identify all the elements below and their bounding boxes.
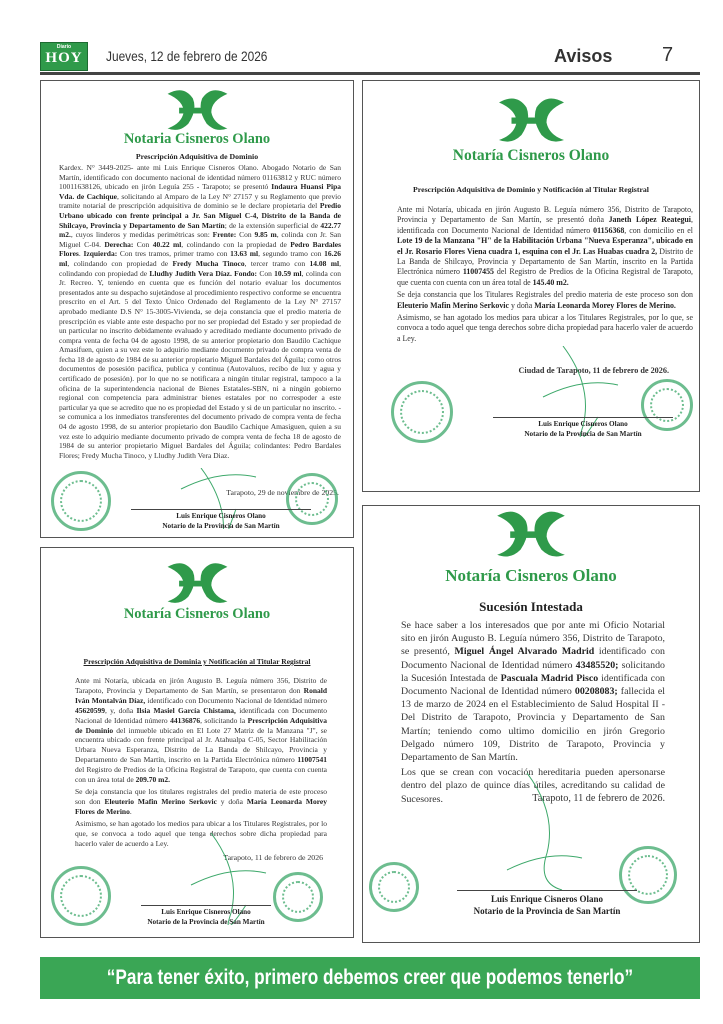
diario-hoy-logo (40, 42, 88, 71)
text: , segundo tramo con (258, 249, 325, 259)
notary-seal-icon (369, 862, 419, 912)
header-rule (40, 72, 700, 75)
bold-text: Ilsia Masiel García Chistama, (136, 705, 236, 715)
signer-name: Luis Enrique Cisneros Olano (538, 420, 628, 428)
bold-text: Pascuala Madrid Pisco (500, 672, 599, 684)
logo-small-text: Diario (56, 44, 72, 50)
notary-signature-block (131, 509, 311, 531)
bold-text: 13.63 ml (230, 249, 259, 259)
notice-body (401, 619, 665, 808)
text: solicitando la Sucesión Intestada de (401, 659, 665, 684)
logo-big-text: HOY (45, 50, 83, 66)
text: , colinda con Jr. San Miguel C-04. (59, 230, 341, 249)
notice-box (40, 80, 354, 538)
notary-brand-name: Notaría Cisneros Olano (452, 147, 610, 164)
notary-logo-icon (163, 87, 232, 133)
bold-text: 422.77 m2. (59, 220, 341, 240)
notary-seal-icon (273, 872, 323, 922)
bold-text: 44136876 (170, 715, 201, 725)
notary-logo-icon (492, 508, 570, 560)
text: Se hace saber a los interesados que por ante mi Oficio Notarial sito en jirón Augusto B. Leguía número 356, Distrito de Tarapoto, se presentó, (401, 620, 665, 658)
text: Se deja constancia que los Titulares Registrales del predio materia de este proceso son don (397, 290, 693, 300)
bold-text: María Leonarda Morey Flores de Merino. (534, 300, 676, 310)
bold-text: Indaura Huansi Pipa Vda. de Cachique (59, 182, 341, 201)
notice-paragraph (397, 290, 693, 311)
text: , cuyos linderos y medidas perimétricas son: (70, 230, 213, 240)
notice-body (397, 205, 693, 346)
text: , solicitando al Amparo de la Ley N° 27157 y su Reglamento que previo tramite notarial de prescripción adquisitiva de dominio se le declare propietaria del (59, 191, 342, 211)
text: Con tres tramos, primer tramo con (117, 249, 231, 259)
text: , colindando con la propiedad de (181, 239, 291, 249)
notary-seal-icon (391, 381, 453, 443)
bold-text: Eleuterio Mafin Merino Serkovic (104, 796, 217, 806)
bold-text: 14.08 ml (309, 258, 340, 268)
bold-text: Lludhy Judith Vera Díaz. Fondo: (149, 268, 258, 278)
text: fallecida el 13 de marzo de 2024 en el Establecimiento de Salud Hospital II - Del Distrito de Tarapoto, Provincia y Departamento de San Martín; teniendo como ultimo domicilio en jirón Gregorio Delgado número 109, Distrito de Tarapoto, Provincia y Departamento de San Martín. (401, 686, 665, 764)
text: ; de la extensión superficial de (224, 220, 321, 230)
notice-paragraph (75, 787, 327, 817)
signer-title: Notario de la Provincia de San Martín (162, 521, 280, 530)
text: Con (236, 230, 255, 240)
text: Ante mi Notaría, ubicada en jirón Augusto B. Leguía número 356, Distrito de Tarapoto, Provincia y Departamento de San Martín, se presentaron don (75, 676, 327, 695)
signer-name: Luis Enrique Cisneros Olano (490, 894, 604, 904)
footer-quote: “Para tener éxito, primero debemos creer que podemos tenerlo” (106, 966, 634, 989)
text: Con (257, 268, 275, 278)
notice-paragraph (75, 676, 327, 785)
page-number: 7 (662, 44, 674, 66)
text: Ante mi Notaría, ubicada en jirón Augusto B. Leguía número 356, Distrito de Tarapoto, Provincia y Departamento de San Martín, se presentó doña (397, 205, 693, 225)
bold-text: 45620599 (75, 705, 105, 715)
bold-text: 00208083; (574, 686, 618, 698)
notary-signature-block (493, 417, 673, 439)
notice-date: Tarapoto, 29 de noviembre de 2025. (226, 488, 339, 497)
bold-text: Eleuterio Mafin Merino Serkovic (397, 300, 509, 310)
notice-paragraph (59, 163, 341, 460)
text: Asimismo, se han agotado los medios para ubicar a los Titulares Registrales, por lo que, se convoca a todo aquel que tenga derechos sobre dicha propiedad para hacerlo valer de acuerdo a Ley. (75, 818, 327, 848)
text: Con (133, 239, 153, 249)
notary-brand-name: Notaría Cisneros Olano (123, 606, 271, 622)
notice-paragraph (397, 205, 693, 288)
text: identificado con Documento Nacional de Identidad número (145, 695, 328, 705)
notice-title: Prescripción Adquisitiva de Dominio (135, 152, 259, 161)
text: y doña (216, 796, 247, 806)
bold-text: 209.70 m2. (135, 775, 170, 785)
notary-brand-name: Notaria Cisneros Olano (123, 131, 271, 147)
signer-name: Luis Enrique Cisneros Olano (176, 512, 266, 520)
signer-title: Notario de la Provincia de San Martín (473, 906, 621, 917)
text: Se deja constancia que los titulares registrales del predio materia de este proceso son don (75, 786, 327, 806)
text: , y, doña (105, 705, 137, 715)
text: Kardex. N° 3449-2025- ante mi Luis Enrique Cisneros Olano. Abogado Notario de San Martín, identificado con documento nacional de identidad número 01163812 y RUC número 10011638126, ubicado en jirón Leguía 255 - Tarapoto; se presentó (59, 163, 341, 192)
bold-text: Miguel Ángel Alvarado Madrid (454, 646, 595, 658)
text: Los que se crean con vocación hereditaria pueden apersonarse dentro del plazo de quince días útiles, acreditando su calidad de Sucesores. (401, 767, 665, 805)
bold-text: Predio Urbano ubicado con frente principal a Jr. San Miguel C-4, Distrito de la Banda de Shilcayo, Provincia y Departamento de San Martín (59, 201, 341, 230)
bold-text: 11007455 (462, 267, 494, 277)
text: del inmueble ubicado en El Lote 27 Matriz de la Manzana "J", se encuentra ubicado con frente principal al Jr. Atahualpa C-05, Sector Habilitación Urbara Nueva Esperanza, Distrito de La Banda de Shilcayo, Provincia y Departamento de San Martín, inscrito en la Partida Electrónica número (75, 725, 327, 765)
bold-text: Janeth López Reategui (608, 215, 691, 225)
bold-text: María Leonarda Morey Flores de Merino (75, 796, 327, 816)
text: , colinda con Jr. Recreo. Y, teniendo en cuenta que es función del notario evaluar los documentos presentados ante su despacho sujetándose al procedimiento respectivo conforme se encuentra prescrito en el Art. 5 del Texto Único Ordenado del Reglamento de la Ley N° 27157 aprobado mediante D.S N° 15-3005-Vivienda, se deja constancia que el predio materia de prescripción es viable ante este despacho por no ser propiedad del Estado y ser propiedad de un particular no inscrito debidamente evaluado y acreditado mediante documento privado de compra venta de fecha 04 de agosto 1998, de su anterior propietario don Baudilo Cachique Amasifuen, quien a su vez este lo adquirio mediante documento privado de compra venta de fecha 18 de agosto de 1984 de su anterior propietario Miguel Bardales del Águila; como otros documentos de posesión pacifica, publica y continua (Autovaluos, recibo de luz y agua y certificado de posesión). por lo que no se notificara a ningún titular registral, tampoco a la oficina de la superintendencia nacional de Bienes Estatales-SBN, ni a ningún gobierno regional con competencia para administrar bienes estatales por no correspoder a este particular ya que se acredito que no es propiedad del Estado y si de un particular no inscrito. - se comunica a los inmediatos transferentes del documento privado de compra venta de fecha 04 de agosto 1998, de su anterior propietario don Baudilo Cachique Amasiguen, quien a su vez este lo adquirio mediante documento privado de compra venta de fecha 18 de agosto de 1984 de su anterior propietario Miguel Bardales del Águila; colindantes: Pedro Bardales Flores; Fredy Mucha Tinoco, y Lludhy Judith Vera Diaz. (59, 268, 341, 460)
section-title: Avisos (554, 46, 613, 66)
issue-date: Jueves, 12 de febrero de 2026 (106, 48, 268, 64)
notary-signature-block (141, 905, 271, 927)
bold-text: 9.85 m (254, 230, 277, 240)
notice-title: Sucesión Intestada (479, 599, 583, 614)
text: . (78, 249, 84, 259)
bold-text: Lote 19 de la Manzana "H" de la Habilitación Urbana "Nueva Esperanza", ubicado en el Jr. Rosario Flores Viena cuadra 1, esquina con el Jr. Las Huabas cuadra 2, (397, 236, 693, 256)
notice-body (75, 676, 327, 850)
bold-text: Prescripción Adquisitiva de Dominio (75, 715, 327, 735)
text: Distrito de La Banda de Shilcayo, Provincia y Departamento de San Martín, inscrito en la Partida Electrónica número (397, 246, 693, 277)
text: , colindando con propiedad de (59, 258, 342, 278)
text: , identificada con Documento Nacional de Identidad número (397, 215, 693, 235)
bold-text: Frente: (212, 230, 237, 240)
notary-signature-block (457, 890, 637, 917)
bold-text: 10.59 ml (274, 268, 302, 278)
text: , tercer tramo con (244, 258, 310, 268)
text: identificada con Documento Nacional de Identidad número (75, 705, 327, 725)
notary-logo-icon (163, 560, 232, 606)
notice-paragraph (401, 619, 665, 764)
notice-paragraph (397, 313, 693, 344)
bold-text: 145.40 m2. (532, 277, 569, 287)
notice-box (362, 80, 700, 492)
text: identificado con Documento Nacional de Identidad número (401, 646, 665, 671)
notary-seal-icon (51, 471, 111, 531)
bold-text: 40.22 ml (152, 239, 182, 249)
text: del Registro de Predios de la Oficina Registral de Tarapoto, que cuenta con cuenta con un área total de (397, 267, 693, 287)
bold-text: Pedro Bardales Flores (59, 239, 341, 259)
bold-text: Izquierda: (83, 249, 118, 259)
text: , solicitando la (200, 715, 248, 725)
text: , con domicilio en el (624, 225, 693, 235)
bold-text: 11007541 (297, 755, 327, 765)
bold-text: 43485520; (575, 659, 619, 671)
notice-box (362, 505, 700, 943)
notice-date: Tarapoto, 11 de febrero de 2026 (223, 853, 323, 862)
text: , colindando con propiedad de (67, 258, 173, 268)
bold-text: Fredy Mucha Tinoco (172, 258, 245, 268)
text: . (129, 806, 132, 816)
bold-text: Ronald Iván Montalván Díaz, (75, 685, 327, 705)
signer-title: Notario de la Provincia de San Martín (524, 429, 642, 438)
bold-text: 16.26 ml (59, 249, 341, 268)
bold-text: 01156368 (593, 225, 625, 235)
signer-title: Notario de la Provincia de San Martín (147, 917, 265, 926)
notice-box (40, 547, 354, 938)
notice-body (59, 163, 341, 462)
notary-seal-icon (51, 866, 111, 926)
bold-text: Derecha: (104, 239, 134, 249)
notary-logo-icon (494, 95, 569, 145)
text: y doña (508, 300, 535, 310)
footer-quote-banner (40, 957, 700, 999)
notice-date: Tarapoto, 11 de febrero de 2026. (532, 793, 665, 804)
notice-title: Prescripción Adquisitiva de Dominio y Notificación al Titular Registral (413, 185, 649, 194)
notice-paragraph (75, 819, 327, 849)
notice-date: Ciudad de Tarapoto, 11 de febrero de 2026. (518, 366, 669, 375)
notice-title: Prescripción Adquisitiva de Dominia y Notificación al Titular Registral (83, 657, 311, 666)
text: del Registro de Predios de la Oficina Registral de Tarapoto, que cuenta con cuenta con un área total de (75, 765, 327, 785)
text: identificada con Documento Nacional de Identidad número (401, 672, 665, 698)
text: Asimismo, se han agotado los medios para ubicar a los Titulares Registrales, por lo que, se convoca a todo aquel que tenga derechos sobre dicha propiedad para hacerlo valer de acuerdo a Ley. (397, 313, 693, 343)
signer-name: Luis Enrique Cisneros Olano (161, 908, 251, 916)
notary-brand-name: Notaría Cisneros Olano (445, 566, 617, 585)
